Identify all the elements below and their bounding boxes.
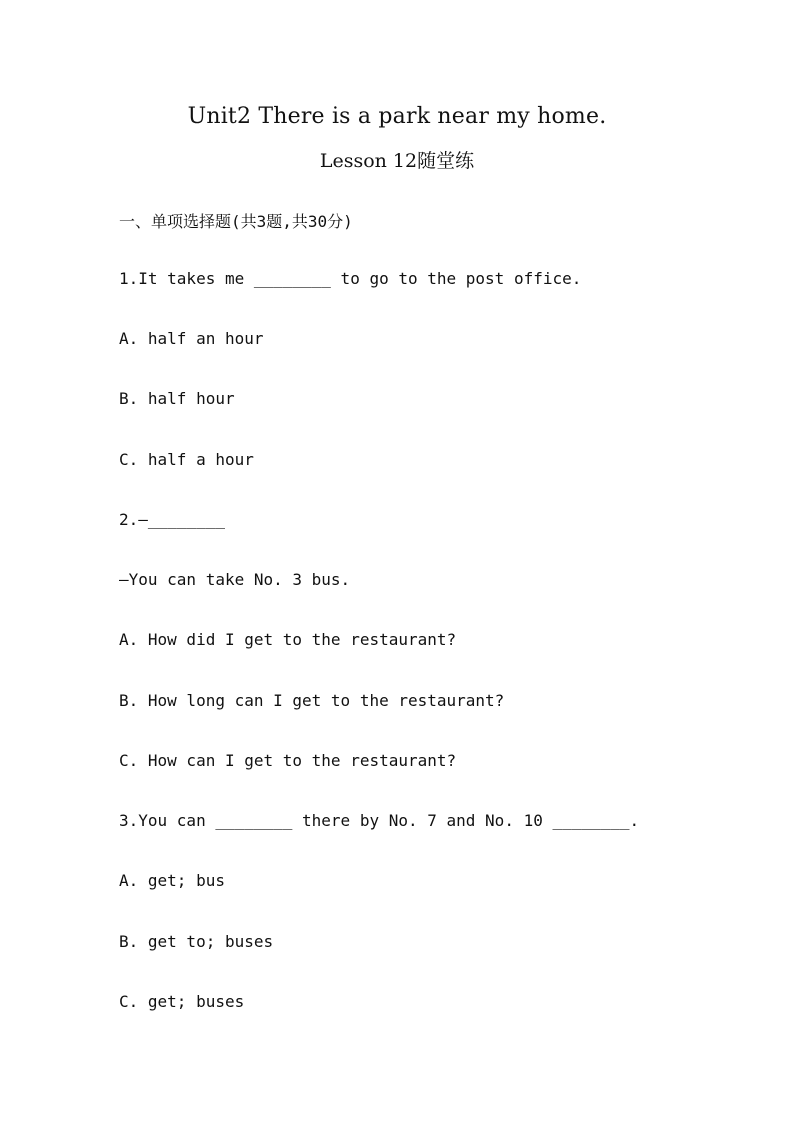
question-2-option-b: B. How long can I get to the restaurant? xyxy=(119,691,505,710)
section-heading: 一、单项选择题(共3题,共30分) xyxy=(119,212,353,231)
question-1-option-c: C. half a hour xyxy=(119,450,254,469)
page-subtitle: Lesson 12随堂练 xyxy=(319,150,475,172)
question-2-stem: 2.—________ xyxy=(119,510,225,529)
question-1-option-a: A. half an hour xyxy=(119,329,264,348)
question-3-stem: 3.You can ________ there by No. 7 and No. 10 ________. xyxy=(119,811,640,830)
question-2-option-c: C. How can I get to the restaurant? xyxy=(119,751,457,770)
question-3-option-c: C. get; buses xyxy=(119,992,245,1011)
question-2-option-a: A. How did I get to the restaurant? xyxy=(119,630,457,649)
page-title: Unit2 There is a park near my home. xyxy=(187,104,607,129)
question-2-reply: —You can take No. 3 bus. xyxy=(119,570,351,589)
question-1-stem: 1.It takes me ________ to go to the post office. xyxy=(119,269,582,288)
question-1-option-b: B. half hour xyxy=(119,389,235,408)
question-3-option-a: A. get; bus xyxy=(119,871,225,890)
question-3-option-b: B. get to; buses xyxy=(119,932,274,951)
